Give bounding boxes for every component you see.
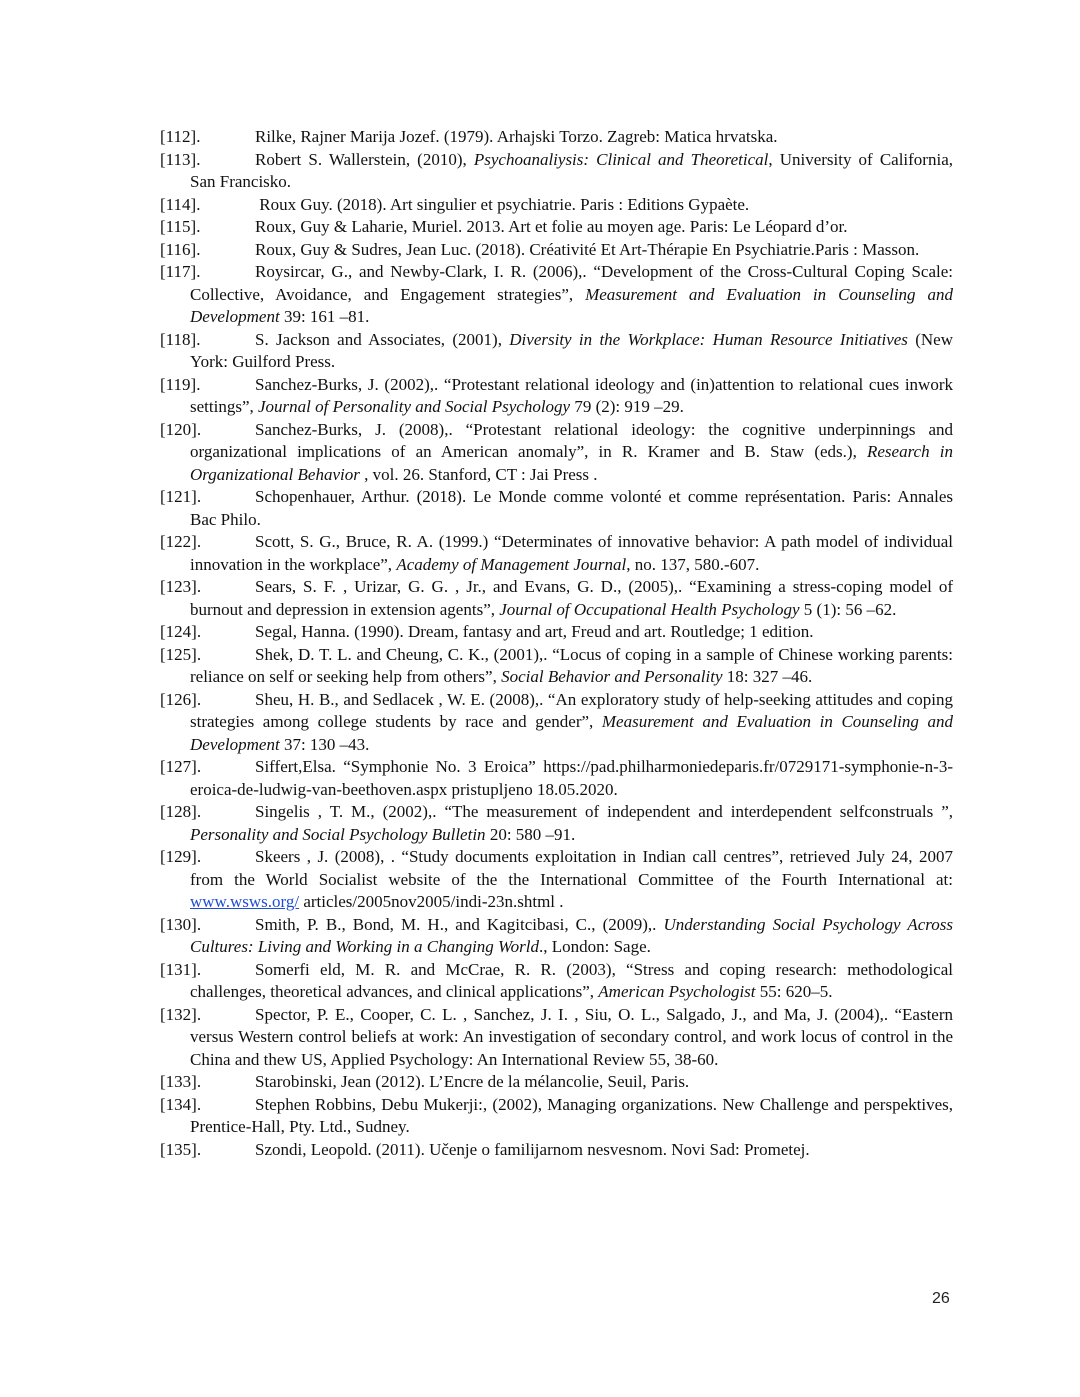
reference-entry: [160, 1071, 953, 1094]
reference-text: [190, 532, 953, 574]
reference-number: [124].: [160, 622, 202, 641]
reference-entry: [160, 644, 953, 689]
reference-text: [190, 150, 953, 192]
reference-text-part: Sanchez-Burks, J. (2002),. “Protestant relational ideology and (in)attention to relational cues inwork settings”,: [190, 374, 953, 416]
reference-text-part: Smith, P. B., Bond, M. H., and Kagitcibasi, C., (2009),.: [255, 914, 664, 934]
reference-number: [133].: [160, 1072, 202, 1091]
reference-number: [130].: [160, 914, 202, 934]
reference-text-part: 79 (2): 919 –29.: [570, 397, 684, 416]
reference-title-italic: Personality and Social Psychology Bulletin: [190, 824, 486, 844]
reference-text: [190, 217, 848, 236]
reference-title-italic: Psychoanaliysis: Clinical and Theoretical: [473, 149, 769, 169]
reference-entry: [160, 689, 953, 757]
reference-text: [190, 420, 953, 484]
reference-text-part: Sheu, H. B., and Sedlacek , W. E. (2008),. “An exploratory study of help-seeking attitudes and coping strategies among college students by race and gender”,: [190, 689, 953, 731]
reference-entry: [160, 329, 953, 374]
reference-number: [120].: [160, 419, 202, 439]
reference-number: [122].: [160, 532, 202, 551]
reference-text: [190, 1005, 953, 1069]
reference-text-part: Scott, S. G., Bruce, R. A. (1999.) “Determinates of innovative behavior: A path model of individual innovation in the workplace”,: [190, 532, 953, 574]
reference-number: [118].: [160, 329, 201, 349]
reference-text-part: Robert S. Wallerstein, (2010),: [255, 149, 474, 169]
reference-text: [190, 487, 953, 529]
reference-text-part: Szondi, Leopold. (2011). Učenje o familijarnom nesvesnom. Novi Sad: Prometej.: [255, 1139, 810, 1159]
reference-text-part: Siffert,Elsa. “Symphonie No. 3 Eroica” https://pad.philharmoniedeparis.fr/0729171-symphonie-n-3-eroica-de-ludwig-van-beethoven.aspx pristupljeno 18.05.2020.: [190, 757, 953, 799]
reference-title-italic: Academy of Management Journal: [396, 554, 627, 574]
reference-text: [190, 1140, 810, 1159]
reference-text-part: 55: 620–5.: [755, 982, 833, 1001]
reference-text: [190, 960, 953, 1002]
reference-text: [190, 330, 953, 372]
reference-text: [190, 802, 953, 844]
reference-title-italic: Measurement and Evaluation in Counseling and Development: [190, 712, 953, 754]
reference-text-part: Skeers , J. (2008), . “Study documents exploitation in Indian call centres”, retrieved July 24, 2007 from the World Socialist website of the the International Committee of the Fourth International at:: [190, 847, 953, 889]
reference-entry: [160, 1004, 953, 1072]
reference-entry: [160, 846, 953, 914]
reference-title-italic: Measurement and Evaluation in Counseling and Development: [190, 284, 954, 326]
reference-text: [190, 127, 778, 146]
reference-entry: [160, 216, 953, 239]
reference-text: [190, 262, 953, 326]
reference-title-italic: Diversity in the Workplace: Human Resource Initiatives: [509, 329, 908, 349]
reference-entry: [160, 1139, 953, 1162]
reference-entry: [160, 194, 953, 217]
reference-entry: [160, 531, 953, 576]
reference-entry: [160, 261, 953, 329]
reference-text-part: Roux, Guy & Sudres, Jean Luc. (2018). Créativité Et Art-Thérapie En Psychiatrie.Paris : Masson.: [255, 239, 920, 259]
reference-number: [115].: [160, 217, 201, 236]
reference-title-italic: Journal of Personality and Social Psychology: [258, 397, 571, 416]
reference-number: [112].: [160, 127, 201, 146]
reference-number: [119].: [160, 374, 201, 394]
reference-text: [190, 375, 953, 417]
reference-text-part: , no. 137, 580.-607.: [626, 554, 760, 574]
reference-text-part: Roysircar, G., and Newby-Clark, I. R. (2006),. “Development of the Cross-Cultural Coping Scale: Collective, Avoidance, and Engagement strategies”,: [190, 262, 953, 304]
reference-text-part: Roux, Guy & Laharie, Muriel. 2013. Art et folie au moyen age. Paris: Le Léopard d’or.: [255, 217, 848, 236]
reference-entry: [160, 419, 953, 487]
reference-text-part: ., London: Sage.: [539, 937, 651, 956]
reference-entry: [160, 126, 953, 149]
reference-text: [190, 757, 953, 799]
reference-number: [113].: [160, 149, 201, 169]
reference-number: [127].: [160, 757, 202, 776]
reference-number: [126].: [160, 689, 202, 709]
reference-number: [129].: [160, 847, 202, 866]
reference-text-part: , vol. 26. Stanford, CT : Jai Press .: [359, 464, 598, 484]
reference-text-part: Schopenhauer, Arthur. (2018). Le Monde comme volonté et comme représentation. Paris: Annales Bac Philo.: [190, 487, 953, 529]
reference-text-part: Somerfi eld, M. R. and McCrae, R. R. (2003), “Stress and coping research: methodological challenges, theoretical advances, and clinical applications”,: [190, 959, 953, 1001]
reference-entry: [160, 1094, 953, 1139]
reference-text-part: Shek, D. T. L. and Cheung, C. K., (2001),. “Locus of coping in a sample of Chinese working parents: reliance on self or seeking help from others”,: [190, 644, 953, 686]
reference-entry: [160, 374, 953, 419]
reference-text-part: 5 (1): 56 –62.: [799, 599, 897, 619]
reference-text-part: Sears, S. F. , Urizar, G. G. , Jr., and Evans, G. D., (2005),. “Examining a stress-coping model of burnout and depression in extension agents”,: [190, 577, 953, 619]
reference-number: [117].: [160, 262, 201, 281]
reference-number: [125].: [160, 644, 202, 664]
reference-title-italic: Understanding Social Psychology Across Cultures: Living and Working in a Changing World: [190, 914, 953, 956]
reference-text: [190, 195, 749, 214]
reference-text: [190, 240, 919, 259]
reference-text-part: articles/2005nov2005/indi-23n.shtml .: [299, 892, 564, 911]
reference-text-part: , University of California, San Francisko.: [190, 149, 953, 191]
reference-text: [190, 1072, 689, 1091]
reference-number: [131].: [160, 959, 202, 979]
reference-entry: [160, 959, 953, 1004]
reference-entry: [160, 239, 953, 262]
page-number: 26: [932, 1290, 950, 1307]
reference-entry: [160, 756, 953, 801]
reference-text-part: Singelis , T. M., (2002),. “The measurement of independent and interdependent selfconstruals ”,: [255, 802, 953, 821]
reference-text-part: (New York: Guilford Press.: [190, 329, 954, 371]
reference-link[interactable]: www.wsws.org/: [190, 892, 300, 911]
reference-text-part: Sanchez-Burks, J. (2008),. “Protestant relational ideology: the cognitive underpinnings and organizational implications of an American anomaly”, in R. Kramer and B. Staw (eds.),: [190, 419, 953, 461]
reference-text: [190, 622, 813, 641]
reference-number: [121].: [160, 487, 202, 506]
reference-entry: [160, 576, 953, 621]
reference-title-italic: American Psychologist: [598, 982, 756, 1001]
reference-entry: [160, 149, 953, 194]
reference-text: [190, 645, 953, 687]
reference-text-part: Roux Guy. (2018). Art singulier et psychiatrie. Paris : Editions Gypaète.: [255, 194, 750, 214]
reference-text: [190, 915, 953, 957]
reference-text-part: 18: 327 –46.: [722, 667, 813, 686]
reference-text-part: Rilke, Rajner Marija Jozef. (1979). Arhajski Torzo. Zagreb: Matica hrvatska.: [255, 127, 778, 146]
reference-title-italic: Journal of Occupational Health Psychology: [499, 599, 800, 619]
reference-text-part: 39: 161 –81.: [279, 307, 370, 326]
reference-title-italic: Social Behavior and Personality: [501, 667, 723, 686]
reference-text-part: 37: 130 –43.: [279, 734, 370, 754]
reference-entry: [160, 621, 953, 644]
reference-text: [190, 690, 953, 754]
reference-number: [116].: [160, 239, 201, 259]
reference-entry: [160, 486, 953, 531]
reference-text-part: Segal, Hanna. (1990). Dream, fantasy and art, Freud and art. Routledge; 1 edition.: [255, 622, 814, 641]
reference-text-part: Starobinski, Jean (2012). L’Encre de la mélancolie, Seuil, Paris.: [255, 1072, 690, 1091]
reference-number: [123].: [160, 577, 202, 596]
reference-list: [160, 126, 953, 1161]
reference-text-part: Stephen Robbins, Debu Mukerji:, (2002), Managing organizations. New Challenge and perspektives, Prentice-Hall, Pty. Ltd., Sudney.: [190, 1094, 953, 1136]
reference-number: [128].: [160, 802, 202, 821]
reference-text-part: S. Jackson and Associates, (2001),: [255, 329, 510, 349]
reference-entry: [160, 914, 953, 959]
reference-text: [190, 1095, 953, 1137]
reference-number: [114].: [160, 194, 201, 214]
reference-text: [190, 847, 953, 911]
reference-title-italic: Research in Organizational Behavior: [190, 442, 953, 484]
reference-number: [132].: [160, 1004, 202, 1024]
reference-entry: [160, 801, 953, 846]
reference-number: [135].: [160, 1139, 202, 1159]
reference-number: [134].: [160, 1094, 202, 1114]
reference-text: [190, 577, 953, 619]
reference-text-part: 20: 580 –91.: [485, 824, 576, 844]
reference-text-part: Spector, P. E., Cooper, C. L. , Sanchez, J. I. , Siu, O. L., Salgado, J., and Ma, J. (2004),. “Eastern versus Western control beliefs at work: An investigation of secondary control, and work locus of control in the China and thew US, Applied Psychology: An International Review 55, 38-60.: [190, 1004, 953, 1069]
